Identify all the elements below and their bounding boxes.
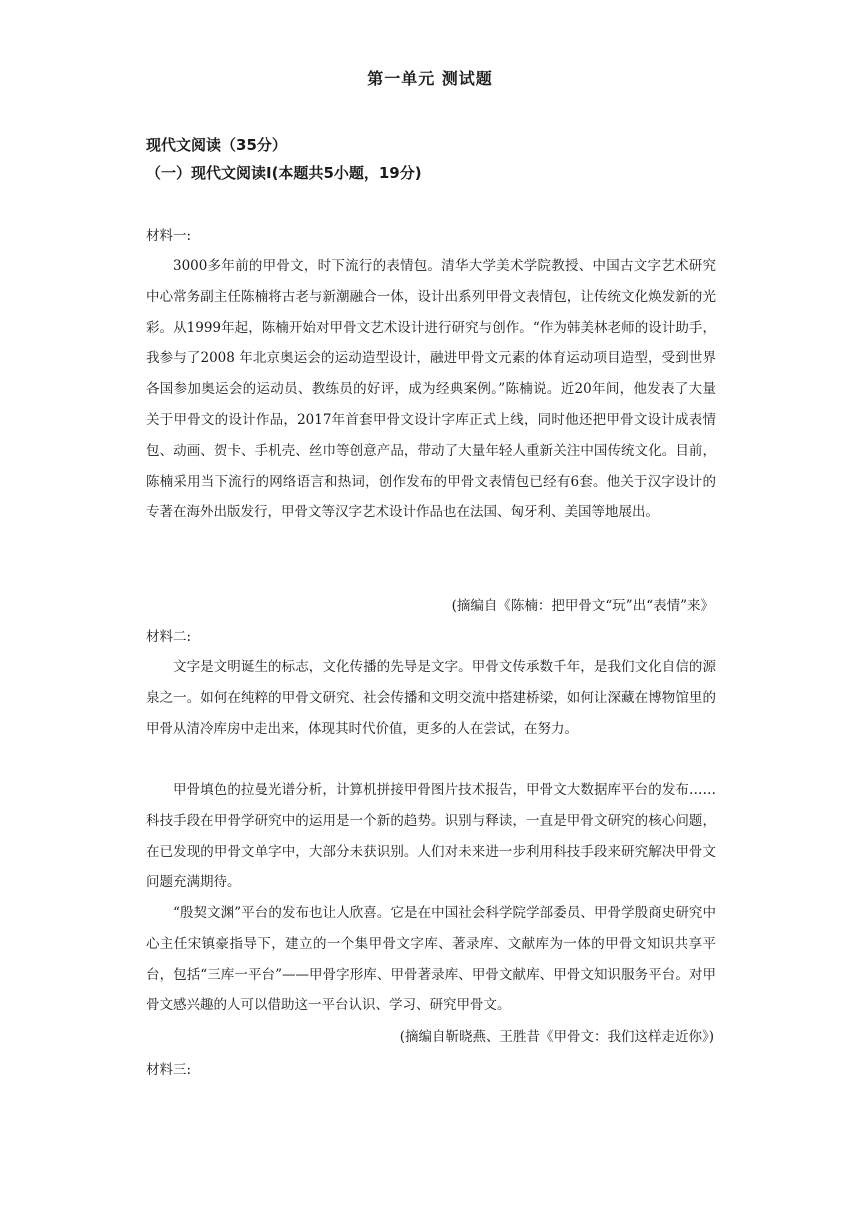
material-1-source: (摘编自《陈楠：把甲骨文“玩”出“表情”来》 — [451, 598, 714, 614]
material-2-paragraph-2: 甲骨填色的拉曼光谱分析，计算机拼接甲骨图片技术报告，甲骨文大数据库平台的发布……科技手段在甲骨学研究中的运用是一个新的趋势。识别与释读，一直是甲骨文研究的核心问题，在已发现的甲骨文单字中，大部分未获识别。人们对未来进一步利用科技手段来研究解决甲骨文问题充满期待。 — [146, 782, 716, 891]
material-2-paragraph-3: “殷契文渊”平台的发布也让人欣喜。它是在中国社会科学院学部委员、甲骨学殷商史研究中心主任宋镇豪指导下，建立的一个集甲骨文字库、著录库、文献库为一体的甲骨文知识共享平台，包括“三库一平台”——甲骨字形库、甲骨著录库、甲骨文献库、甲骨文知识服务平台。对甲骨文感兴趣的人可以借助这一平台认识、学习、研究甲骨文。 — [146, 905, 716, 1014]
subsection-heading: （一）现代文阅读Ⅰ(本题共5小题，19分) — [146, 164, 422, 182]
page-title: 第一单元 测试题 — [367, 69, 493, 88]
material-2-source: (摘编自靳晓燕、王胜昔《甲骨文：我们这样走近你》) — [399, 1029, 714, 1045]
material-1-paragraph: 3000多年前的甲骨文，时下流行的表情包。清华大学美术学院教授、中国古文字艺术研究中心常务副主任陈楠将古老与新潮融合一体，设计出系列甲骨文表情包，让传统文化焕发新的光彩。从1999年起，陈楠开始对甲骨文艺术设计进行研究与创作。“作为韩美林老师的设计助手，我参与了2008 年北京奥运会的运动造型设计，融进甲骨文元素的体育运动项目造型，受到世界各国参加奥运会的运动员、教练员的好评，成为经典案例。”陈楠说。近20年间，他发表了大量关于甲骨文的设计作品，2017年首套甲骨文设计字库正式上线，同时他还把甲骨文设计成表情包、动画、贺卡、手机壳、丝巾等创意产品，带动了大量年轻人重新关注中国传统文化。目前，陈楠采用当下流行的网络语言和热词，创作发布的甲骨文表情包已经有6套。他关于汉字设计的专著在海外出版发行，甲骨文等汉字艺术设计作品也在法国、匈牙利、美国等地展出。 — [146, 258, 716, 521]
material-1-label: 材料一: — [146, 228, 192, 244]
section-heading: 现代文阅读（35分） — [146, 136, 287, 154]
material-2-label: 材料二: — [146, 629, 192, 645]
material-3-label: 材料三: — [146, 1062, 192, 1078]
material-2-paragraph-1: 文字是文明诞生的标志，文化传播的先导是文字。甲骨文传承数千年，是我们文化自信的源泉之一。如何在纯粹的甲骨文研究、社会传播和文明交流中搭建桥梁，如何让深藏在博物馆里的甲骨从清冷库房中走出来，体现其时代价值，更多的人在尝试，在努力。 — [146, 659, 716, 737]
